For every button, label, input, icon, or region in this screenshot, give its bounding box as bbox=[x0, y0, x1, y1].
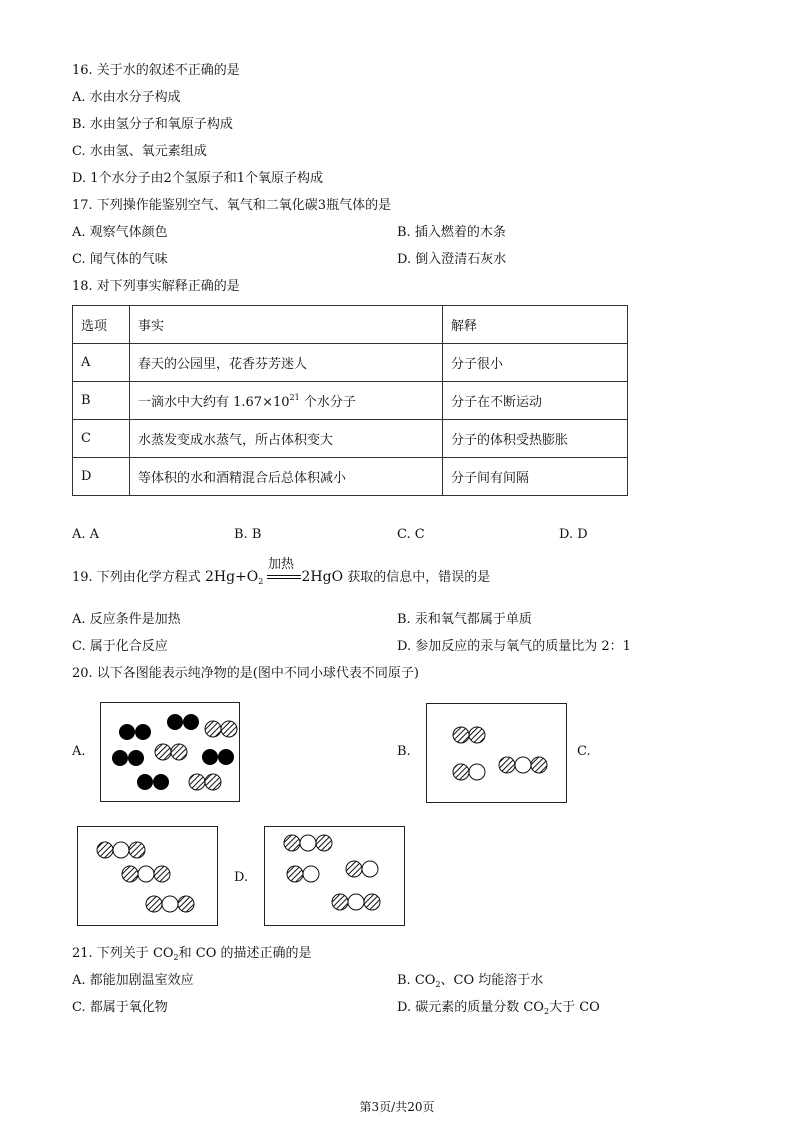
q21-option-b-suffix: 、CO 均能溶于水 bbox=[440, 973, 544, 988]
table-cell: 春天的公园里，花香芬芳迷人 bbox=[130, 344, 443, 382]
table-cell: 分子的体积受热膨胀 bbox=[443, 420, 628, 458]
q17-stem: 17. 下列操作能鉴别空气、氧气和二氧化碳3瓶气体的是 bbox=[72, 198, 392, 213]
equation-arrow bbox=[267, 573, 301, 583]
co2-molecule bbox=[284, 835, 332, 851]
molecule-diagram-c bbox=[78, 827, 216, 924]
table-cell: D bbox=[73, 458, 130, 496]
q21-option-d-prefix: D. 碳元素的质量分数 CO bbox=[397, 1000, 544, 1015]
molecule-diagram-a bbox=[101, 703, 238, 800]
q19-stem-prefix: 19. 下列由化学方程式 bbox=[72, 570, 201, 585]
mixed-molecule bbox=[499, 757, 547, 773]
q20-stem: 20. 以下各图能表示纯净物的是(图中不同小球代表不同原子) bbox=[72, 666, 419, 681]
table-header-cell: 事实 bbox=[130, 306, 443, 344]
q16-option-b: B. 水由氢分子和氧原子构成 bbox=[72, 117, 233, 132]
q21-option-a: A. 都能加剧温室效应 bbox=[72, 973, 194, 988]
table-row bbox=[73, 458, 628, 496]
q18-table bbox=[72, 305, 628, 496]
q18-stem: 18. 对下列事实解释正确的是 bbox=[72, 279, 240, 294]
table-cell: B bbox=[73, 382, 130, 420]
diagram-c bbox=[77, 826, 218, 926]
co2-molecule bbox=[146, 896, 194, 912]
q20-label-c: C. bbox=[577, 744, 591, 759]
q21-option-c: C. 都属于氧化物 bbox=[72, 1000, 168, 1015]
q18-option-a: A. A bbox=[72, 527, 100, 542]
molecule-diagram-b bbox=[427, 704, 565, 801]
q16-option-a: A. 水由水分子构成 bbox=[72, 90, 181, 105]
q21-stem bbox=[72, 945, 312, 967]
page-number: 第3页/共20页 bbox=[359, 1100, 435, 1114]
equation-right: 2HgO bbox=[301, 569, 344, 585]
table-row bbox=[73, 420, 628, 458]
molecule-diagram-d bbox=[265, 827, 403, 924]
q21-option-d-suffix: 大于 CO bbox=[549, 1000, 600, 1015]
co2-molecule bbox=[332, 894, 380, 910]
q19-option-c: C. 属于化合反应 bbox=[72, 639, 168, 654]
equation-left: 2Hg+O bbox=[204, 569, 259, 585]
diagram-d bbox=[264, 826, 405, 926]
table-row bbox=[73, 344, 628, 382]
diagram-a bbox=[100, 702, 240, 802]
q21-option-b-subscript: 2 bbox=[435, 980, 441, 989]
hatched-molecule bbox=[453, 727, 485, 743]
q21-option-d bbox=[397, 999, 600, 1021]
table-cell: 分子在不断运动 bbox=[443, 382, 628, 420]
q20-label-d: D. bbox=[234, 870, 249, 885]
co-molecule bbox=[287, 866, 319, 882]
q21-stem-suffix: 和 CO 的描述正确的是 bbox=[178, 946, 312, 961]
co2-molecule bbox=[122, 866, 170, 882]
black-molecule bbox=[202, 749, 234, 765]
black-molecule bbox=[137, 774, 169, 790]
q16-option-d: D. 1个水分子由2个氢原子和1个氧原子构成 bbox=[72, 171, 324, 186]
fact-text-suffix: 个水分子 bbox=[303, 395, 356, 410]
q18-option-d: D. D bbox=[559, 527, 588, 542]
table-row bbox=[73, 382, 628, 420]
co2-molecule bbox=[97, 842, 145, 858]
table-cell bbox=[130, 382, 443, 420]
q21-stem-prefix: 21. 下列关于 CO bbox=[72, 946, 174, 961]
equation-subscript: 2 bbox=[258, 577, 264, 586]
exponent: 21 bbox=[289, 393, 300, 402]
q17-option-d: D. 倒入澄清石灰水 bbox=[397, 252, 507, 267]
hatched-molecule bbox=[155, 744, 187, 760]
q19-stem-suffix: 获取的信息中，错误的是 bbox=[347, 570, 491, 585]
black-molecule bbox=[167, 714, 199, 730]
table-cell: 等体积的水和酒精混合后总体积减小 bbox=[130, 458, 443, 496]
q20-label-a: A. bbox=[72, 744, 86, 759]
q16-option-c: C. 水由氢、氧元素组成 bbox=[72, 144, 207, 159]
q16-stem: 16. 关于水的叙述不正确的是 bbox=[72, 63, 240, 78]
q21-option-b bbox=[397, 972, 543, 994]
table-cell: 分子间有间隔 bbox=[443, 458, 628, 496]
table-header-cell: 选项 bbox=[73, 306, 130, 344]
q17-option-a: A. 观察气体颜色 bbox=[72, 225, 168, 240]
q19-option-b: B. 汞和氧气都属于单质 bbox=[397, 612, 532, 627]
hatched-molecule bbox=[205, 721, 237, 737]
q21-stem-subscript: 2 bbox=[173, 953, 179, 962]
q21-option-d-subscript: 2 bbox=[543, 1007, 550, 1016]
table-cell: 分子很小 bbox=[443, 344, 628, 382]
table-header-row bbox=[73, 306, 628, 344]
q18-option-c: C. C bbox=[397, 527, 425, 542]
q20-label-b: B. bbox=[397, 744, 411, 759]
q19-option-a: A. 反应条件是加热 bbox=[72, 612, 181, 627]
hatched-molecule bbox=[189, 774, 221, 790]
black-molecule bbox=[119, 724, 151, 740]
q21-option-b-prefix: B. CO bbox=[397, 973, 436, 988]
equation-condition: 加热 bbox=[268, 557, 295, 572]
fact-text: 一滴水中大约有 1.67×10 bbox=[138, 395, 290, 410]
mixed-molecule bbox=[453, 764, 485, 780]
q18-option-b: B. B bbox=[234, 527, 262, 542]
co-molecule bbox=[346, 861, 378, 877]
table-cell: C bbox=[73, 420, 130, 458]
q17-option-c: C. 闻气体的气味 bbox=[72, 252, 168, 267]
diagram-b bbox=[426, 703, 567, 803]
table-cell: A bbox=[73, 344, 130, 382]
q17-option-b: B. 插入燃着的木条 bbox=[397, 225, 506, 240]
black-molecule bbox=[112, 750, 144, 766]
table-header-cell: 解释 bbox=[443, 306, 628, 344]
q19-option-d: D. 参加反应的汞与氧气的质量比为 2：1 bbox=[397, 639, 631, 654]
table-cell: 水蒸发变成水蒸气，所占体积变大 bbox=[130, 420, 443, 458]
